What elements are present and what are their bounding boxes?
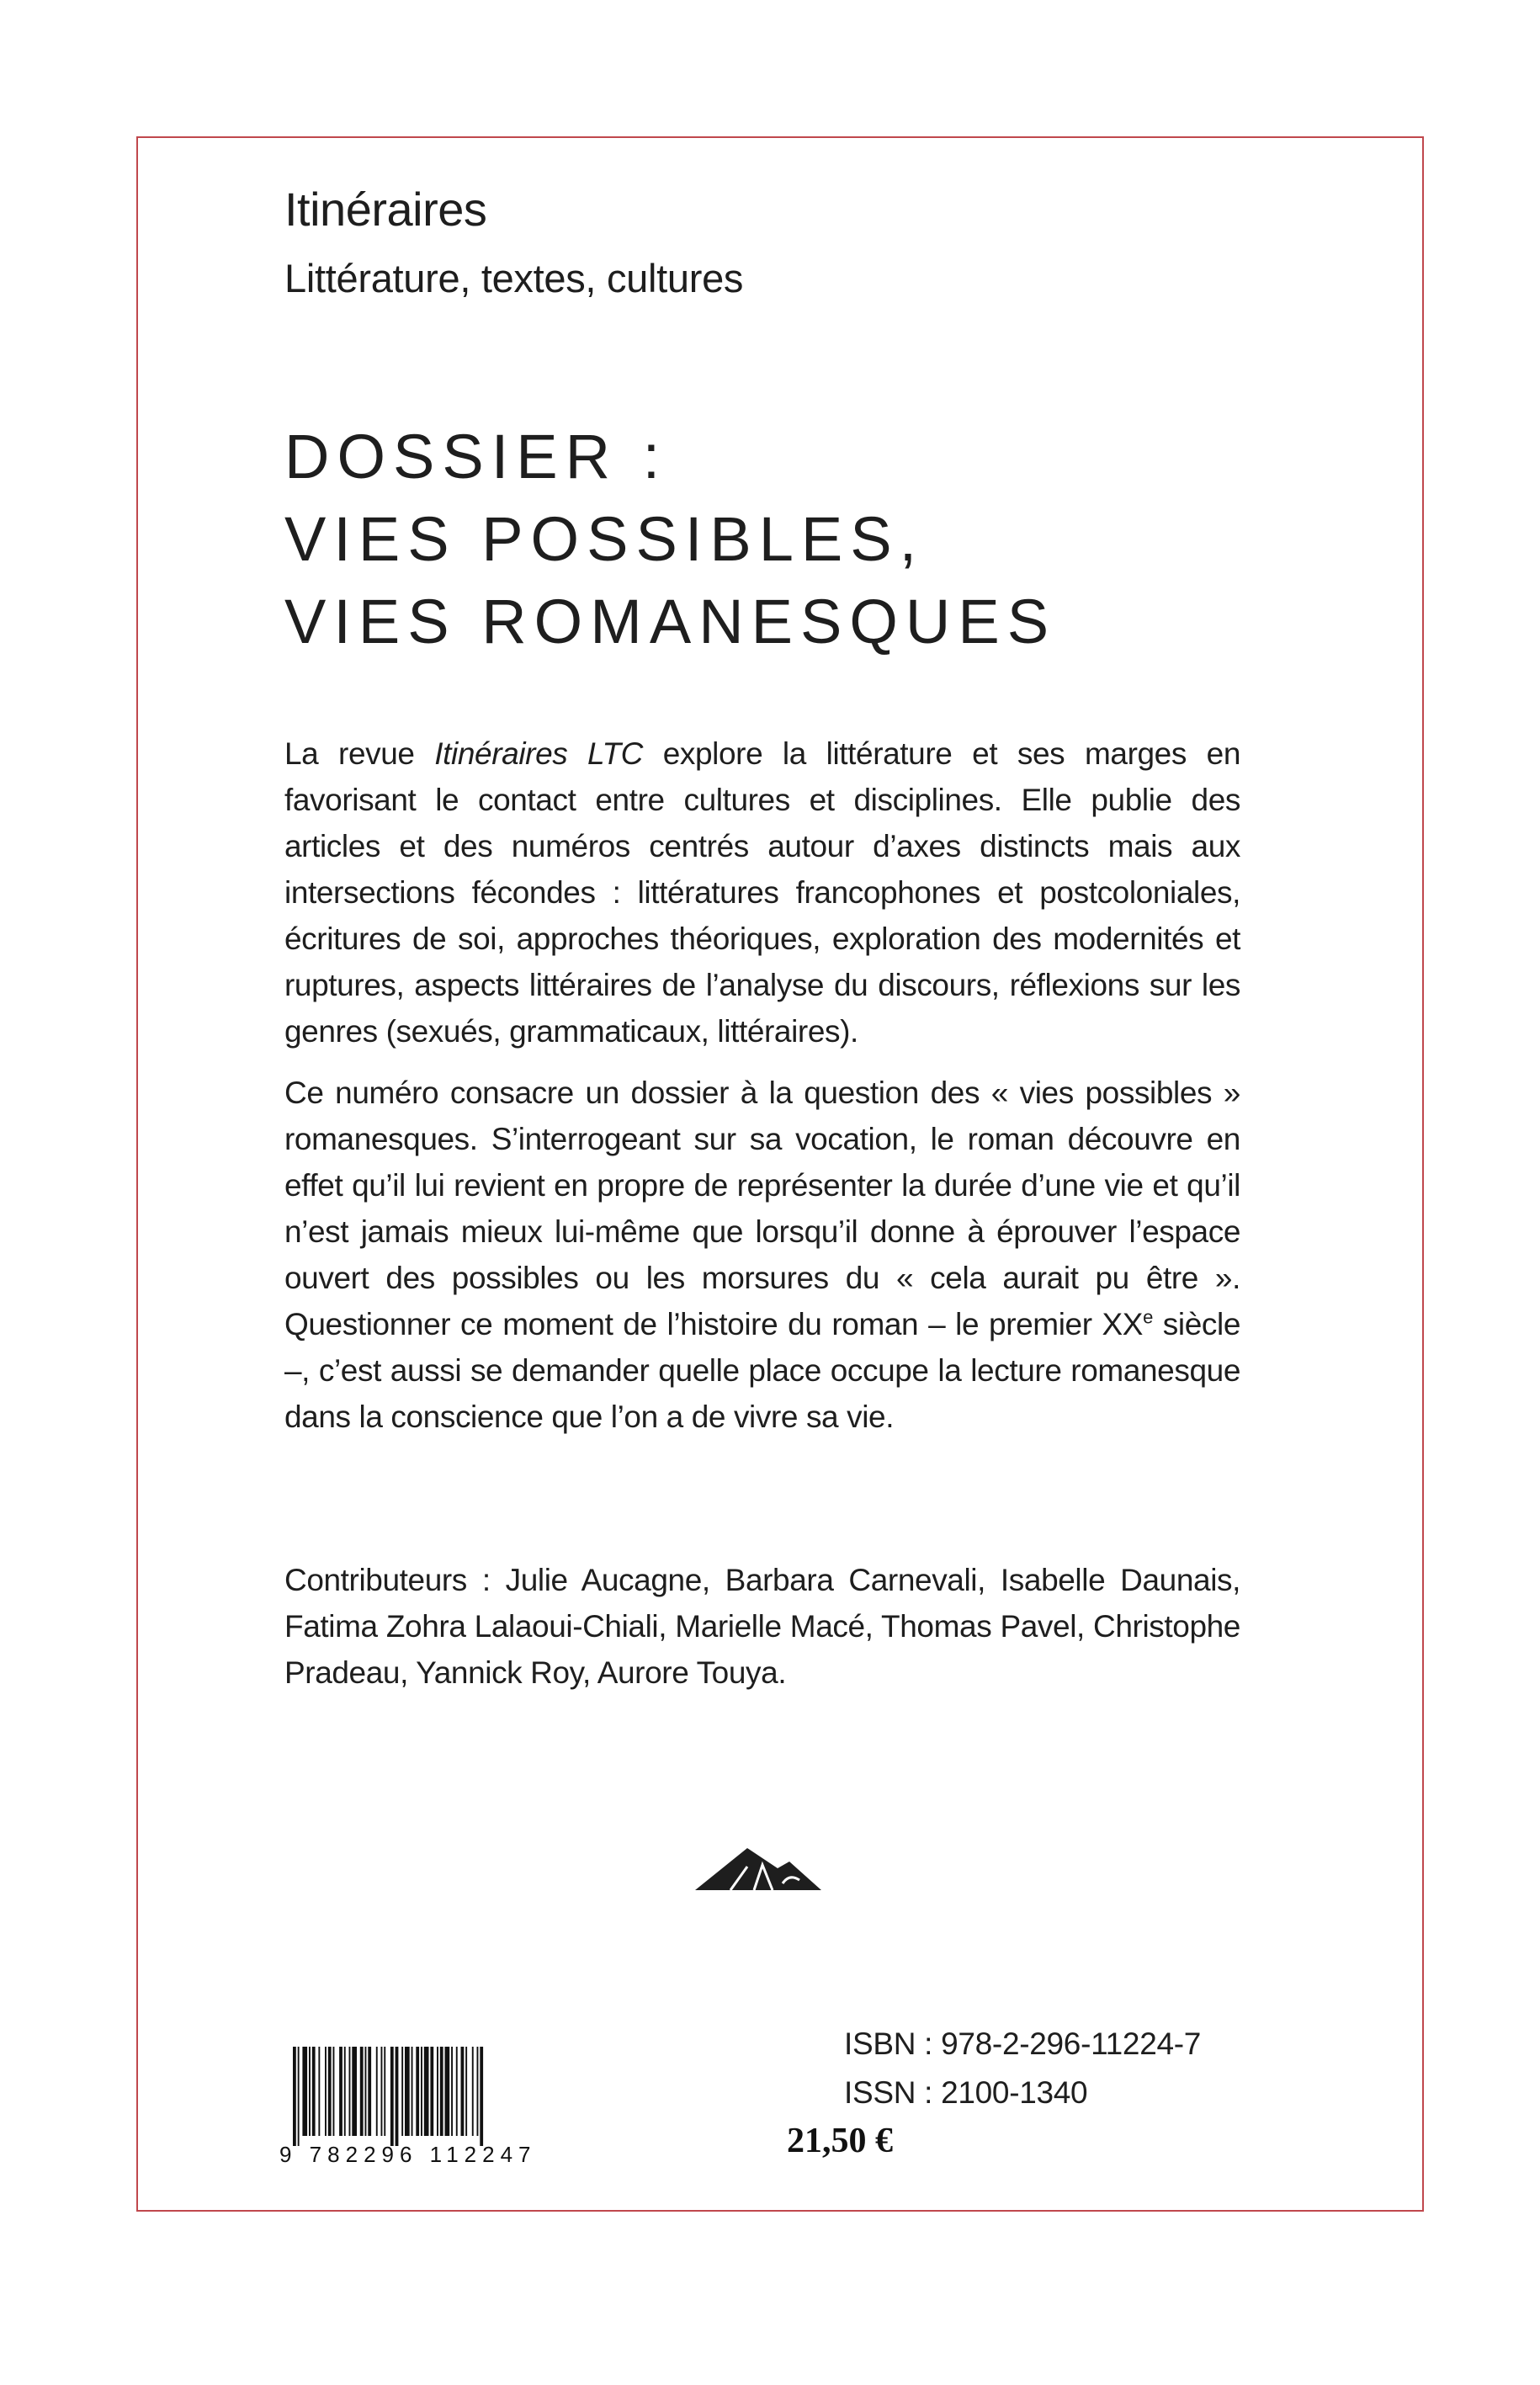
barcode-bar [421, 2047, 422, 2136]
paragraph-2-rest: siècle –, c’est aussi se demander quelle place occupe la lecture romanesque dans la conscience que l’on a de vivre sa vie. [284, 1307, 1241, 1434]
barcode-bar [318, 2047, 320, 2136]
barcode-bar [376, 2047, 378, 2136]
paragraph-1-start: La revue [284, 736, 435, 771]
issn-label: ISSN : 2100-1340 [844, 2075, 1088, 2110]
barcode-bar [352, 2047, 357, 2136]
barcode-bar [412, 2047, 413, 2136]
barcode-bar [298, 2047, 300, 2146]
barcode-bar [405, 2047, 410, 2136]
price-label: 21,50 € [787, 2122, 893, 2160]
barcode-bar [416, 2047, 419, 2136]
barcode-bar [430, 2047, 433, 2136]
barcode-bar [365, 2047, 367, 2136]
barcode-bar [339, 2047, 343, 2136]
barcode-bar [440, 2047, 443, 2136]
barcode-bar [360, 2047, 364, 2136]
barcode-bar [325, 2047, 327, 2136]
description-text [284, 730, 1240, 1455]
barcode-bar [293, 2047, 296, 2146]
barcode-bar [445, 2047, 450, 2136]
dossier-line-2: VIES POSSIBLES, [284, 504, 925, 574]
barcode-bar [302, 2047, 307, 2136]
barcode-bar [477, 2047, 479, 2136]
barcode-bar [424, 2047, 429, 2136]
barcode-bar [437, 2047, 438, 2136]
series-subtitle: Littérature, textes, cultures [284, 256, 744, 300]
publication-codes [844, 2020, 1201, 2117]
barcode-bar [381, 2047, 383, 2136]
ltc-mountain-logo-icon [695, 1841, 821, 1892]
barcode-bar [451, 2047, 453, 2136]
dossier-heading [284, 416, 1056, 663]
barcode-bar [333, 2047, 335, 2136]
dossier-line-3: VIES ROMANESQUES [284, 587, 1057, 656]
barcode-bar [390, 2047, 394, 2146]
barcode-bar [472, 2047, 474, 2136]
isbn-label: ISBN : 978-2-296-11224-7 [844, 2026, 1202, 2061]
barcode-bar [384, 2047, 385, 2136]
dossier-line-1: DOSSIER : [284, 422, 668, 491]
barcode-bar [344, 2047, 346, 2136]
paragraph-2-start: Ce numéro consacre un dossier à la question des « vies possibles » romanesques. S’interrogeant sur sa vocation, le roman découvre en effet qu’il lui revient en propre de représenter la durée d’une vie et qu’il n’est jamais mieux lui-même que lorsqu’il donne à éprouver l’espace ouvert des possibles ou les morsures du « cela aurait pu être ». Questionner ce moment de l’histoire du roman – le premier [284, 1076, 1240, 1341]
barcode-bar [396, 2047, 399, 2146]
series-title: Itinéraires [284, 183, 487, 236]
journal-name: Itinéraires LTC [434, 736, 643, 771]
barcode-bar [328, 2047, 332, 2136]
barcode-number: 9 782296 112247 [279, 2142, 537, 2167]
century-superscript: e [1143, 1306, 1153, 1328]
barcode-bar [461, 2047, 465, 2136]
barcode-bar [401, 2047, 403, 2136]
barcode-bar [309, 2047, 311, 2136]
century-numeral: XX [1102, 1307, 1144, 1341]
description-paragraph-2 [284, 1070, 1240, 1440]
barcode-bar [456, 2047, 458, 2136]
paragraph-1-rest: explore la littérature et ses marges en favorisant le contact entre cultures et disciplines. Elle publie des articles et des numéros centrés autour d’axes distincts mais aux intersections fécondes : littératures francophones et postcoloniales, écritures de soi, approches théoriques, exploration des modernités et ruptures, aspects littéraires de l’analyse du discours, réflexions sur les genres (sexués, grammaticaux, littéraires). [284, 736, 1240, 1049]
barcode-bar [312, 2047, 316, 2136]
barcode-bar [480, 2047, 483, 2146]
barcode-bar [465, 2047, 467, 2136]
contributors-text: Contributeurs : Julie Aucagne, Barbara Carnevali, Isabelle Daunais, Fatima Zohra Lalaoui-Chiali, Marielle Macé, Thomas Pavel, Christophe Pradeau, Yannick Roy, Aurore Touya. [284, 1563, 1240, 1690]
barcode-bar [349, 2047, 351, 2136]
barcode-bar [368, 2047, 371, 2136]
description-paragraph-1 [284, 730, 1240, 1054]
